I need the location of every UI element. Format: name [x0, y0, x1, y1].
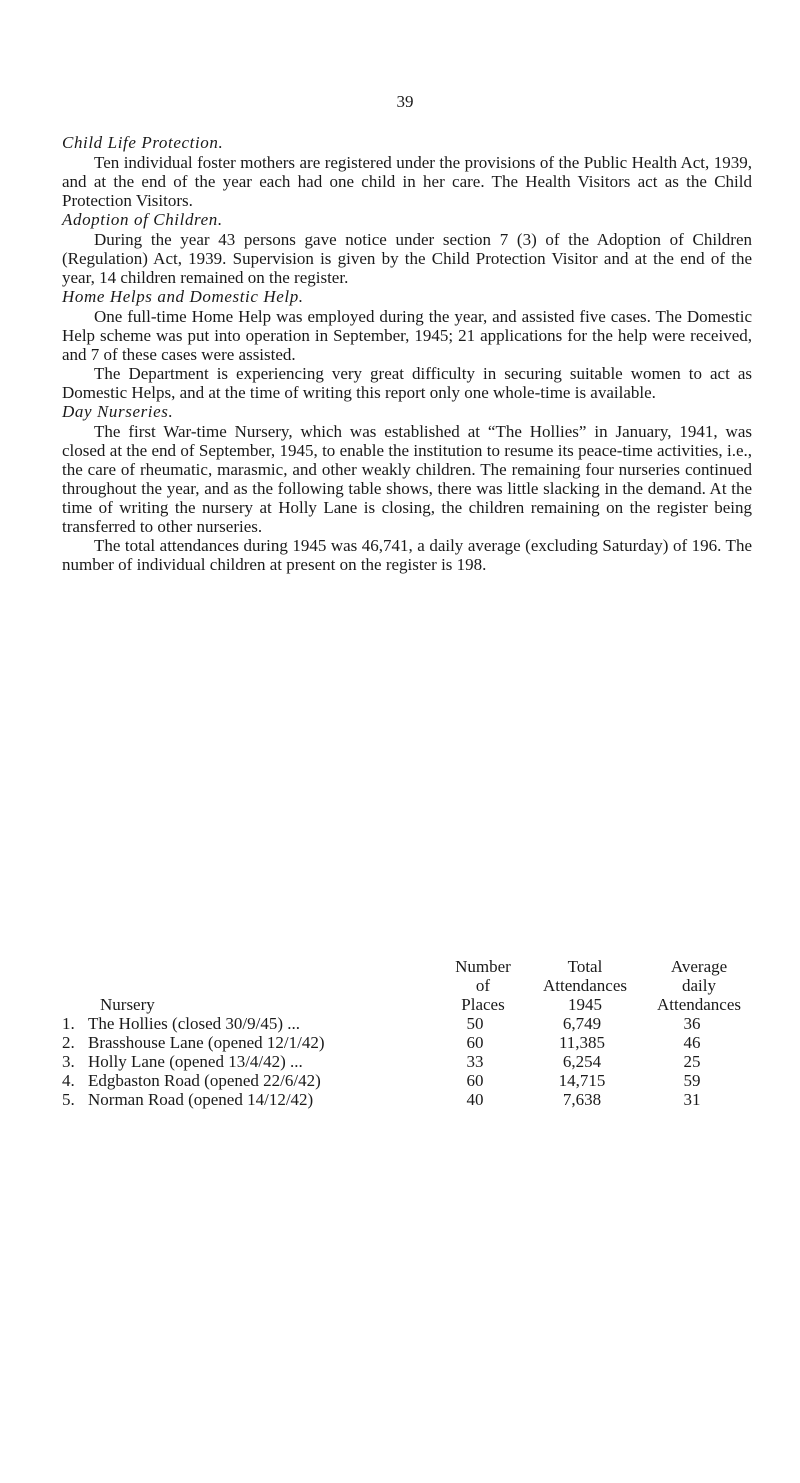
row-number: 5.: [62, 1090, 75, 1109]
nursery-name: Norman Road (opened 14/12/42): [88, 1090, 314, 1109]
average-attendances-value: 59: [683, 1071, 701, 1090]
places-value: 40: [466, 1090, 484, 1109]
table-row: [62, 1071, 762, 1090]
paragraph-day-nurseries-2: The total attendances during 1945 was 46,741, a daily average (excluding Saturday) of 196. The number of individual children at present on the register is 198.: [62, 536, 752, 574]
row-number: 3.: [62, 1052, 75, 1071]
total-attendances-value: 14,715: [558, 1071, 606, 1090]
header-average-line-2: daily: [682, 976, 716, 995]
heading-day-nurseries: Day Nurseries.: [62, 402, 174, 421]
header-number-of-places: [438, 957, 528, 1014]
paragraph-adoption-of-children: During the year 43 persons gave notice under section 7 (3) of the Adoption of Children (Regulation) Act, 1939. Supervision is given by the Child Protection Visitor and at the end of the year, 14 children remained on the register.: [62, 230, 752, 287]
header-nursery: Nursery: [100, 995, 155, 1014]
header-total-line-1: Total: [567, 957, 603, 976]
heading-adoption-of-children: Adoption of Children.: [62, 210, 223, 229]
page-number: 39: [396, 92, 414, 111]
total-attendances-value: 6,254: [562, 1052, 602, 1071]
table-row: [62, 1014, 762, 1033]
heading-child-life-protection: Child Life Protection.: [62, 133, 224, 152]
report-body: [62, 133, 752, 574]
row-number: 4.: [62, 1071, 75, 1090]
paragraph-home-helps-2: The Department is experiencing very great difficulty in securing suitable women to act as Domestic Helps, and at the time of writing this report only one whole-time is available.: [62, 364, 752, 402]
row-number: 1.: [62, 1014, 75, 1033]
places-value: 60: [466, 1071, 484, 1090]
heading-home-helps: Home Helps and Domestic Help.: [62, 287, 304, 306]
places-value: 50: [466, 1014, 484, 1033]
total-attendances-value: 6,749: [562, 1014, 602, 1033]
average-attendances-value: 25: [683, 1052, 701, 1071]
table-row: [62, 1033, 762, 1052]
total-attendances-value: 11,385: [558, 1033, 606, 1052]
header-total-attendances: [530, 957, 640, 1014]
header-total-line-2: Attendances: [542, 976, 628, 995]
header-places-line-2: of: [475, 976, 491, 995]
places-value: 60: [466, 1033, 484, 1052]
nursery-name: Edgbaston Road (opened 22/6/42): [88, 1071, 321, 1090]
table-rows: [62, 1014, 762, 1109]
header-total-line-3: 1945: [568, 995, 602, 1014]
header-average-daily: [634, 957, 764, 1014]
paragraph-home-helps-1: One full-time Home Help was employed during the year, and assisted five cases. The Domestic Help scheme was put into operation in September, 1945; 21 applications for the help were received, and 7 of these cases were assisted.: [62, 307, 752, 364]
header-average-line-1: Average: [670, 957, 728, 976]
header-places-line-1: Number: [455, 957, 511, 976]
paragraph-day-nurseries-1: The first War-time Nursery, which was established at “The Hollies” in January, 1941, was closed at the end of September, 1945, to enable the institution to resume its peace-time activities, i.e., the care of rheumatic, marasmic, and other weakly children. The remaining four nurseries continued throughout the year, and as the following table shows, there was little slacking in the demand. At the time of writing the nursery at Holly Lane is closing, the children remaining on the register being transferred to other nurseries.: [62, 422, 752, 536]
average-attendances-value: 31: [683, 1090, 701, 1109]
nursery-name: Brasshouse Lane (opened 12/1/42): [88, 1033, 325, 1052]
header-average-line-3: Attendances: [656, 995, 742, 1014]
row-number: 2.: [62, 1033, 75, 1052]
average-attendances-value: 46: [683, 1033, 701, 1052]
total-attendances-value: 7,638: [562, 1090, 602, 1109]
average-attendances-value: 36: [683, 1014, 701, 1033]
table-row: [62, 1052, 762, 1071]
places-value: 33: [466, 1052, 484, 1071]
nursery-name: The Hollies (closed 30/9/45) ...: [88, 1014, 300, 1033]
nursery-name: Holly Lane (opened 13/4/42) ...: [88, 1052, 303, 1071]
paragraph-child-life-protection: Ten individual foster mothers are registered under the provisions of the Public Health Act, 1939, and at the end of the year each had one child in her care. The Health Visitors act as the Child Protection Visitors.: [62, 153, 752, 210]
table-row: [62, 1090, 762, 1109]
header-places-line-3: Places: [461, 995, 505, 1014]
